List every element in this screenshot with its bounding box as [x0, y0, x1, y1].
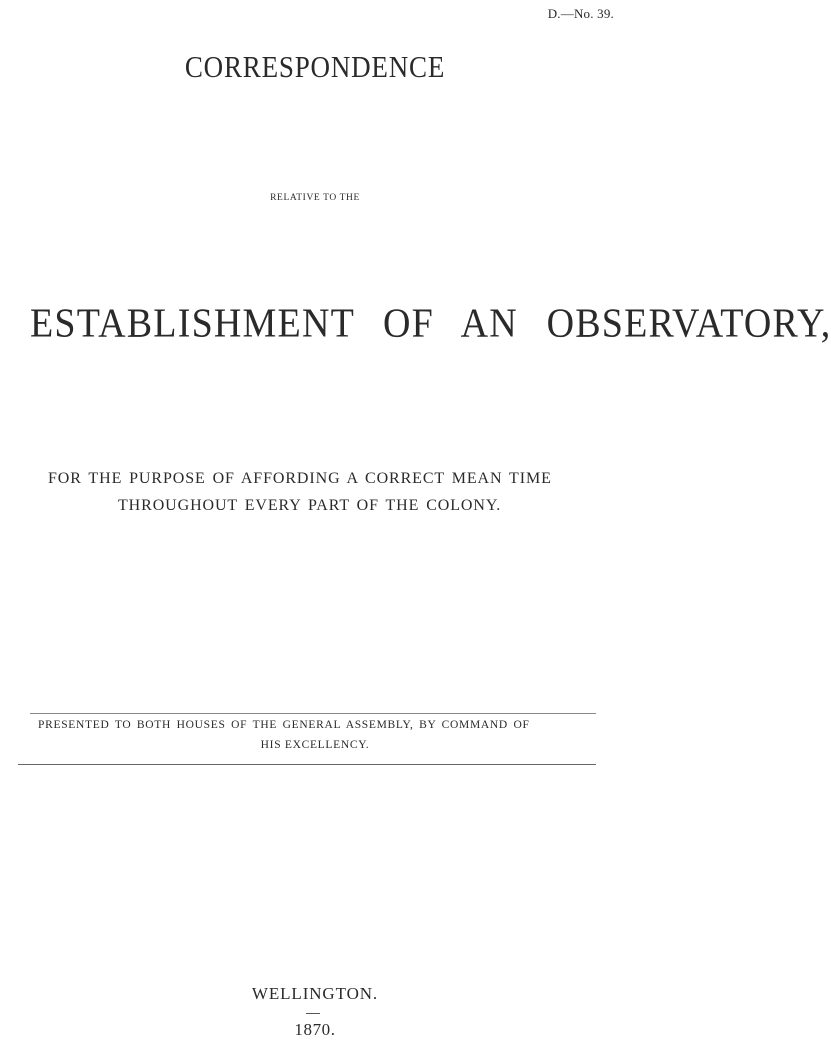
document-number: D.—No. 39.	[547, 6, 614, 21]
title-correspondence: CORRESPONDENCE	[184, 50, 446, 84]
presented-line-1: PRESENTED TO BOTH HOUSES OF THE GENERAL ASSEMBLY, BY COMMAND OF	[38, 719, 530, 731]
year-dash	[306, 1013, 320, 1014]
purpose-line-2: THROUGHOUT EVERY PART OF THE COLONY.	[118, 497, 502, 514]
top-divider	[30, 713, 596, 714]
presented-line-2: HIS EXCELLENCY.	[260, 739, 370, 751]
imprint-year: 1870.	[294, 1020, 336, 1039]
subtitle-relative: RELATIVE TO THE	[270, 193, 360, 203]
main-heading: ESTABLISHMENT OF AN OBSERVATORY,	[30, 301, 831, 347]
bottom-divider	[18, 764, 596, 765]
imprint-place: WELLINGTON.	[251, 984, 379, 1003]
purpose-line-1: FOR THE PURPOSE OF AFFORDING A CORRECT MEAN TIME	[48, 470, 552, 487]
